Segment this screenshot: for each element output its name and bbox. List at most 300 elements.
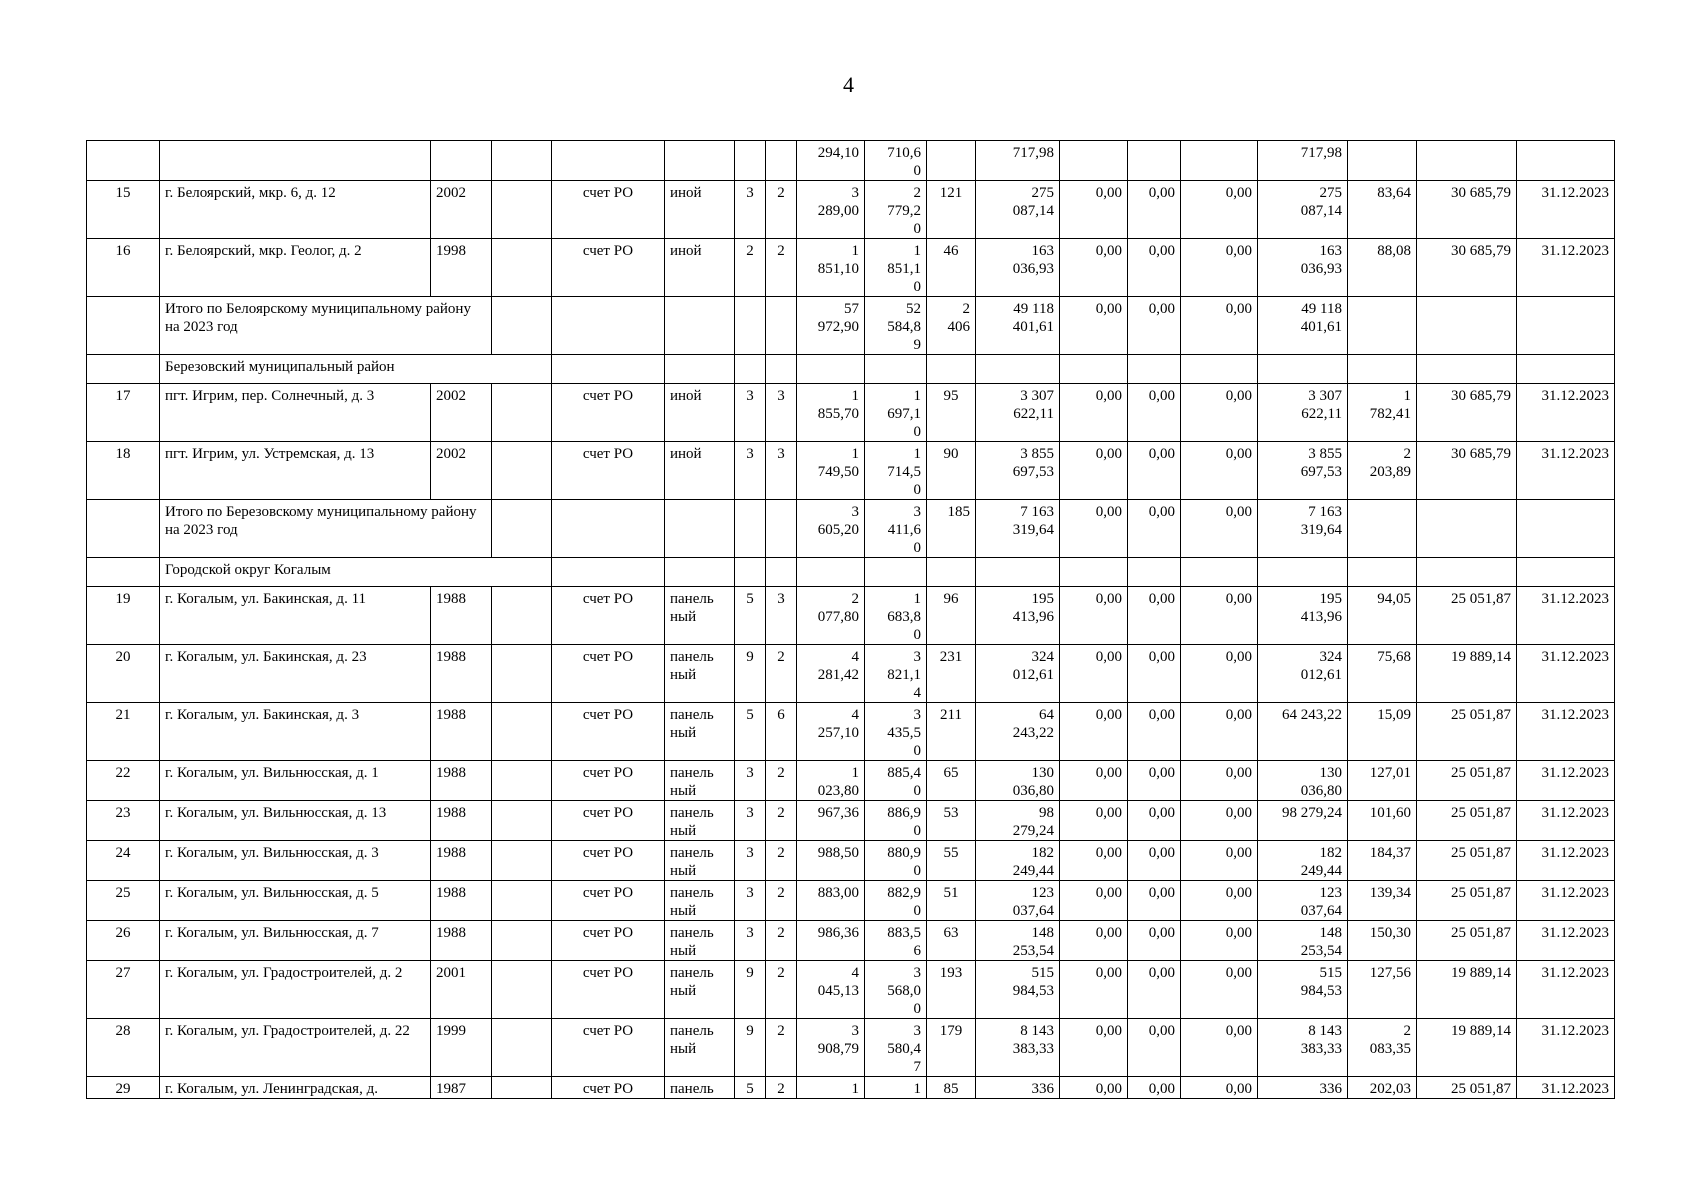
table-row — [87, 841, 1615, 881]
cost-b: 0,00 — [1128, 587, 1181, 645]
cost-d: 515 984,53 — [1258, 961, 1348, 1019]
cost-c: 0,00 — [1181, 239, 1258, 297]
residents: 179 — [927, 1019, 976, 1077]
empty-cell — [492, 961, 552, 1019]
entrances: 2 — [766, 801, 797, 841]
table-row — [87, 442, 1615, 500]
year-built: 1998 — [431, 239, 492, 297]
cost-c: 0,00 — [1181, 384, 1258, 442]
unit-cost: 83,64 — [1348, 181, 1417, 239]
entrances: 2 — [766, 921, 797, 961]
area-living: 1 — [865, 1077, 927, 1099]
cost-d: 3 307 622,11 — [1258, 384, 1348, 442]
deadline: 31.12.2023 — [1517, 841, 1615, 881]
limit-cost: 25 051,87 — [1417, 703, 1517, 761]
table-row — [87, 181, 1615, 239]
area-living: 1 851,1 0 — [865, 239, 927, 297]
wall-material: панель ный — [665, 921, 735, 961]
floors: 9 — [735, 1019, 766, 1077]
fund-method: счет РО — [552, 801, 665, 841]
cost-a: 0,00 — [1060, 239, 1128, 297]
unit-cost: 2 203,89 — [1348, 442, 1417, 500]
fund-method: счет РО — [552, 181, 665, 239]
empty-cell — [665, 355, 735, 384]
cost-a — [1060, 141, 1128, 181]
limit-cost: 30 685,79 — [1417, 384, 1517, 442]
fund-method: счет РО — [552, 961, 665, 1019]
cost-total: 148 253,54 — [976, 921, 1060, 961]
area-living: 882,9 0 — [865, 881, 927, 921]
cost-c: 0,00 — [1181, 881, 1258, 921]
year-built: 2002 — [431, 181, 492, 239]
residents: 90 — [927, 442, 976, 500]
entrances: 2 — [766, 1077, 797, 1099]
empty-cell — [1060, 355, 1128, 384]
empty-cell — [665, 500, 735, 558]
area-living: 886,9 0 — [865, 801, 927, 841]
area-total: 967,36 — [797, 801, 865, 841]
section-title: Городской округ Когалым — [160, 558, 552, 587]
empty-cell — [552, 500, 665, 558]
empty-cell — [552, 558, 665, 587]
floors: 9 — [735, 645, 766, 703]
year-built: 1988 — [431, 645, 492, 703]
residents: 231 — [927, 645, 976, 703]
fund-method: счет РО — [552, 1077, 665, 1099]
empty-cell — [492, 181, 552, 239]
wall-material: панель — [665, 1077, 735, 1099]
cost-b — [1128, 141, 1181, 181]
limit-cost: 25 051,87 — [1417, 1077, 1517, 1099]
cost-total: 49 118 401,61 — [976, 297, 1060, 355]
address: г. Когалым, ул. Вильнюсская, д. 3 — [160, 841, 431, 881]
empty-cell — [1517, 500, 1615, 558]
fund-method — [552, 141, 665, 181]
residents: 121 — [927, 181, 976, 239]
empty-cell — [492, 587, 552, 645]
empty-cell — [1181, 558, 1258, 587]
fund-method: счет РО — [552, 761, 665, 801]
cost-c: 0,00 — [1181, 1077, 1258, 1099]
empty-cell — [492, 297, 552, 355]
table-row — [87, 355, 1615, 384]
area-total: 1 851,10 — [797, 239, 865, 297]
cost-c: 0,00 — [1181, 841, 1258, 881]
unit-cost: 15,09 — [1348, 703, 1417, 761]
unit-cost: 75,68 — [1348, 645, 1417, 703]
residents: 95 — [927, 384, 976, 442]
year-built: 1988 — [431, 801, 492, 841]
cost-b: 0,00 — [1128, 801, 1181, 841]
empty-cell — [1348, 558, 1417, 587]
table-row — [87, 384, 1615, 442]
cost-d: 195 413,96 — [1258, 587, 1348, 645]
empty-cell — [492, 442, 552, 500]
table-row — [87, 881, 1615, 921]
entrances: 3 — [766, 587, 797, 645]
empty-cell — [492, 500, 552, 558]
table-row — [87, 558, 1615, 587]
cost-c: 0,00 — [1181, 761, 1258, 801]
residents: 51 — [927, 881, 976, 921]
limit-cost: 30 685,79 — [1417, 181, 1517, 239]
limit-cost: 25 051,87 — [1417, 801, 1517, 841]
floors: 3 — [735, 181, 766, 239]
unit-cost: 184,37 — [1348, 841, 1417, 881]
area-total: 3 908,79 — [797, 1019, 865, 1077]
empty-cell — [927, 558, 976, 587]
unit-cost: 94,05 — [1348, 587, 1417, 645]
row-number: 26 — [87, 921, 160, 961]
cost-a: 0,00 — [1060, 297, 1128, 355]
wall-material: иной — [665, 384, 735, 442]
empty-cell — [1517, 297, 1615, 355]
cost-d: 182 249,44 — [1258, 841, 1348, 881]
cost-b: 0,00 — [1128, 921, 1181, 961]
num-cell — [87, 297, 160, 355]
area-total: 1 023,80 — [797, 761, 865, 801]
area-total: 1 — [797, 1077, 865, 1099]
cost-a: 0,00 — [1060, 181, 1128, 239]
empty-cell — [1348, 500, 1417, 558]
empty-cell — [735, 558, 766, 587]
floors: 5 — [735, 587, 766, 645]
unit-cost: 1 782,41 — [1348, 384, 1417, 442]
address: г. Белоярский, мкр. Геолог, д. 2 — [160, 239, 431, 297]
empty-cell — [1517, 558, 1615, 587]
deadline: 31.12.2023 — [1517, 801, 1615, 841]
unit-cost: 202,03 — [1348, 1077, 1417, 1099]
area-living: 885,4 0 — [865, 761, 927, 801]
empty-cell — [552, 297, 665, 355]
area-living: 3 411,6 0 — [865, 500, 927, 558]
area-living: 3 821,1 4 — [865, 645, 927, 703]
cost-c: 0,00 — [1181, 801, 1258, 841]
cost-d: 98 279,24 — [1258, 801, 1348, 841]
area-total: 1 855,70 — [797, 384, 865, 442]
deadline: 31.12.2023 — [1517, 921, 1615, 961]
residents: 55 — [927, 841, 976, 881]
empty-cell — [492, 881, 552, 921]
year-built: 1988 — [431, 703, 492, 761]
cost-c: 0,00 — [1181, 703, 1258, 761]
empty-cell — [766, 355, 797, 384]
wall-material — [665, 141, 735, 181]
cost-total: 275 087,14 — [976, 181, 1060, 239]
empty-cell — [492, 801, 552, 841]
residents: 193 — [927, 961, 976, 1019]
cost-b: 0,00 — [1128, 1019, 1181, 1077]
cost-b: 0,00 — [1128, 442, 1181, 500]
cost-a: 0,00 — [1060, 881, 1128, 921]
empty-cell — [865, 355, 927, 384]
entrances — [766, 141, 797, 181]
entrances: 2 — [766, 645, 797, 703]
cost-b: 0,00 — [1128, 841, 1181, 881]
address: г. Белоярский, мкр. 6, д. 12 — [160, 181, 431, 239]
deadline: 31.12.2023 — [1517, 881, 1615, 921]
entrances: 2 — [766, 881, 797, 921]
cost-total: 130 036,80 — [976, 761, 1060, 801]
empty-cell — [766, 500, 797, 558]
fund-method: счет РО — [552, 384, 665, 442]
cost-c: 0,00 — [1181, 297, 1258, 355]
table-row — [87, 587, 1615, 645]
empty-cell — [492, 141, 552, 181]
deadline: 31.12.2023 — [1517, 961, 1615, 1019]
row-number: 27 — [87, 961, 160, 1019]
cost-b: 0,00 — [1128, 961, 1181, 1019]
total-label: Итого по Белоярскому муниципальному району на 2023 год — [160, 297, 492, 355]
unit-cost: 101,60 — [1348, 801, 1417, 841]
empty-cell — [735, 500, 766, 558]
cost-a: 0,00 — [1060, 384, 1128, 442]
year-built: 2001 — [431, 961, 492, 1019]
section-title: Березовский муниципальный район — [160, 355, 552, 384]
empty-cell — [492, 841, 552, 881]
address: г. Когалым, ул. Вильнюсская, д. 7 — [160, 921, 431, 961]
empty-cell — [976, 558, 1060, 587]
cost-a: 0,00 — [1060, 645, 1128, 703]
cost-total: 195 413,96 — [976, 587, 1060, 645]
year-built: 2002 — [431, 384, 492, 442]
floors: 3 — [735, 881, 766, 921]
entrances: 2 — [766, 181, 797, 239]
limit-cost: 25 051,87 — [1417, 841, 1517, 881]
deadline: 31.12.2023 — [1517, 181, 1615, 239]
wall-material: панель ный — [665, 645, 735, 703]
cost-a: 0,00 — [1060, 1077, 1128, 1099]
cost-total: 182 249,44 — [976, 841, 1060, 881]
cost-a: 0,00 — [1060, 801, 1128, 841]
cost-b: 0,00 — [1128, 881, 1181, 921]
area-total: 3 289,00 — [797, 181, 865, 239]
year-built: 1988 — [431, 587, 492, 645]
cost-d: 163 036,93 — [1258, 239, 1348, 297]
residents: 185 — [927, 500, 976, 558]
entrances: 2 — [766, 841, 797, 881]
residents: 2 406 — [927, 297, 976, 355]
area-living: 3 435,5 0 — [865, 703, 927, 761]
address: г. Когалым, ул. Бакинская, д. 23 — [160, 645, 431, 703]
area-living: 710,6 0 — [865, 141, 927, 181]
empty-cell — [492, 703, 552, 761]
wall-material: панель ный — [665, 1019, 735, 1077]
year-built: 1988 — [431, 921, 492, 961]
limit-cost: 30 685,79 — [1417, 239, 1517, 297]
cost-d: 8 143 383,33 — [1258, 1019, 1348, 1077]
empty-cell — [766, 558, 797, 587]
floors: 3 — [735, 841, 766, 881]
fund-method: счет РО — [552, 442, 665, 500]
address — [160, 141, 431, 181]
table-row — [87, 961, 1615, 1019]
unit-cost: 150,30 — [1348, 921, 1417, 961]
entrances: 3 — [766, 384, 797, 442]
cost-c: 0,00 — [1181, 500, 1258, 558]
floors: 5 — [735, 1077, 766, 1099]
limit-cost: 19 889,14 — [1417, 1019, 1517, 1077]
empty-cell — [665, 297, 735, 355]
cost-c — [1181, 141, 1258, 181]
unit-cost — [1348, 141, 1417, 181]
limit-cost: 25 051,87 — [1417, 587, 1517, 645]
deadline: 31.12.2023 — [1517, 1077, 1615, 1099]
cost-b: 0,00 — [1128, 384, 1181, 442]
row-number: 28 — [87, 1019, 160, 1077]
address: г. Когалым, ул. Вильнюсская, д. 1 — [160, 761, 431, 801]
row-number: 23 — [87, 801, 160, 841]
area-living: 880,9 0 — [865, 841, 927, 881]
row-number: 22 — [87, 761, 160, 801]
row-number: 16 — [87, 239, 160, 297]
row-number: 20 — [87, 645, 160, 703]
row-number: 29 — [87, 1077, 160, 1099]
floors: 3 — [735, 384, 766, 442]
wall-material: иной — [665, 239, 735, 297]
deadline: 31.12.2023 — [1517, 645, 1615, 703]
address: г. Когалым, ул. Градостроителей, д. 22 — [160, 1019, 431, 1077]
floors: 3 — [735, 442, 766, 500]
cost-total: 64 243,22 — [976, 703, 1060, 761]
cost-total: 336 — [976, 1077, 1060, 1099]
cost-d: 717,98 — [1258, 141, 1348, 181]
empty-cell — [797, 355, 865, 384]
wall-material: панель ный — [665, 881, 735, 921]
deadline: 31.12.2023 — [1517, 384, 1615, 442]
row-number: 25 — [87, 881, 160, 921]
address: г. Когалым, ул. Бакинская, д. 11 — [160, 587, 431, 645]
limit-cost — [1417, 141, 1517, 181]
cost-d: 130 036,80 — [1258, 761, 1348, 801]
table-row — [87, 239, 1615, 297]
empty-cell — [1181, 355, 1258, 384]
limit-cost: 25 051,87 — [1417, 881, 1517, 921]
area-total: 294,10 — [797, 141, 865, 181]
num-cell — [87, 558, 160, 587]
area-living: 3 568,0 0 — [865, 961, 927, 1019]
unit-cost: 127,56 — [1348, 961, 1417, 1019]
empty-cell — [1258, 558, 1348, 587]
entrances: 2 — [766, 761, 797, 801]
empty-cell — [865, 558, 927, 587]
table-row — [87, 645, 1615, 703]
fund-method: счет РО — [552, 587, 665, 645]
cost-a: 0,00 — [1060, 587, 1128, 645]
limit-cost: 19 889,14 — [1417, 961, 1517, 1019]
cost-b: 0,00 — [1128, 297, 1181, 355]
address: г. Когалым, ул. Градостроителей, д. 2 — [160, 961, 431, 1019]
empty-cell — [492, 1019, 552, 1077]
empty-cell — [735, 297, 766, 355]
unit-cost: 127,01 — [1348, 761, 1417, 801]
year-built: 1988 — [431, 881, 492, 921]
table-row — [87, 1077, 1615, 1099]
residents: 85 — [927, 1077, 976, 1099]
address: г. Когалым, ул. Ленинградская, д. — [160, 1077, 431, 1099]
year-built: 2002 — [431, 442, 492, 500]
cost-total: 324 012,61 — [976, 645, 1060, 703]
floors — [735, 141, 766, 181]
row-number: 19 — [87, 587, 160, 645]
floors: 3 — [735, 761, 766, 801]
area-total: 3 605,20 — [797, 500, 865, 558]
cost-d: 49 118 401,61 — [1258, 297, 1348, 355]
wall-material: панель ный — [665, 761, 735, 801]
empty-cell — [492, 239, 552, 297]
cost-total: 98 279,24 — [976, 801, 1060, 841]
empty-cell — [797, 558, 865, 587]
table-row — [87, 141, 1615, 181]
cost-c: 0,00 — [1181, 961, 1258, 1019]
empty-cell — [1417, 355, 1517, 384]
cost-b: 0,00 — [1128, 703, 1181, 761]
unit-cost: 88,08 — [1348, 239, 1417, 297]
deadline: 31.12.2023 — [1517, 442, 1615, 500]
area-total: 986,36 — [797, 921, 865, 961]
entrances: 6 — [766, 703, 797, 761]
cost-d: 64 243,22 — [1258, 703, 1348, 761]
area-living: 883,5 6 — [865, 921, 927, 961]
empty-cell — [1258, 355, 1348, 384]
empty-cell — [492, 384, 552, 442]
cost-d: 123 037,64 — [1258, 881, 1348, 921]
area-total: 4 281,42 — [797, 645, 865, 703]
area-living: 2 779,2 0 — [865, 181, 927, 239]
cost-b: 0,00 — [1128, 239, 1181, 297]
cost-b: 0,00 — [1128, 645, 1181, 703]
empty-cell — [976, 355, 1060, 384]
row-number: 18 — [87, 442, 160, 500]
year-built: 1987 — [431, 1077, 492, 1099]
empty-cell — [492, 761, 552, 801]
floors: 5 — [735, 703, 766, 761]
cost-total: 8 143 383,33 — [976, 1019, 1060, 1077]
row-number: 21 — [87, 703, 160, 761]
wall-material: иной — [665, 181, 735, 239]
empty-cell — [1417, 297, 1517, 355]
cost-d: 7 163 319,64 — [1258, 500, 1348, 558]
table-row — [87, 1019, 1615, 1077]
area-living: 52 584,8 9 — [865, 297, 927, 355]
cost-b: 0,00 — [1128, 181, 1181, 239]
cost-a: 0,00 — [1060, 961, 1128, 1019]
cost-a: 0,00 — [1060, 841, 1128, 881]
row-number: 15 — [87, 181, 160, 239]
area-total: 57 972,90 — [797, 297, 865, 355]
cost-a: 0,00 — [1060, 500, 1128, 558]
cost-total: 3 307 622,11 — [976, 384, 1060, 442]
cost-a: 0,00 — [1060, 761, 1128, 801]
fund-method: счет РО — [552, 645, 665, 703]
total-label: Итого по Березовскому муниципальному району на 2023 год — [160, 500, 492, 558]
fund-method: счет РО — [552, 1019, 665, 1077]
cost-d: 3 855 697,53 — [1258, 442, 1348, 500]
area-total: 1 749,50 — [797, 442, 865, 500]
empty-cell — [492, 645, 552, 703]
wall-material: иной — [665, 442, 735, 500]
cost-a: 0,00 — [1060, 1019, 1128, 1077]
empty-cell — [1128, 355, 1181, 384]
area-living: 3 580,4 7 — [865, 1019, 927, 1077]
area-living: 1 697,1 0 — [865, 384, 927, 442]
residents — [927, 141, 976, 181]
empty-cell — [1417, 558, 1517, 587]
table-row — [87, 801, 1615, 841]
deadline: 31.12.2023 — [1517, 239, 1615, 297]
empty-cell — [492, 1077, 552, 1099]
address: г. Когалым, ул. Бакинская, д. 3 — [160, 703, 431, 761]
